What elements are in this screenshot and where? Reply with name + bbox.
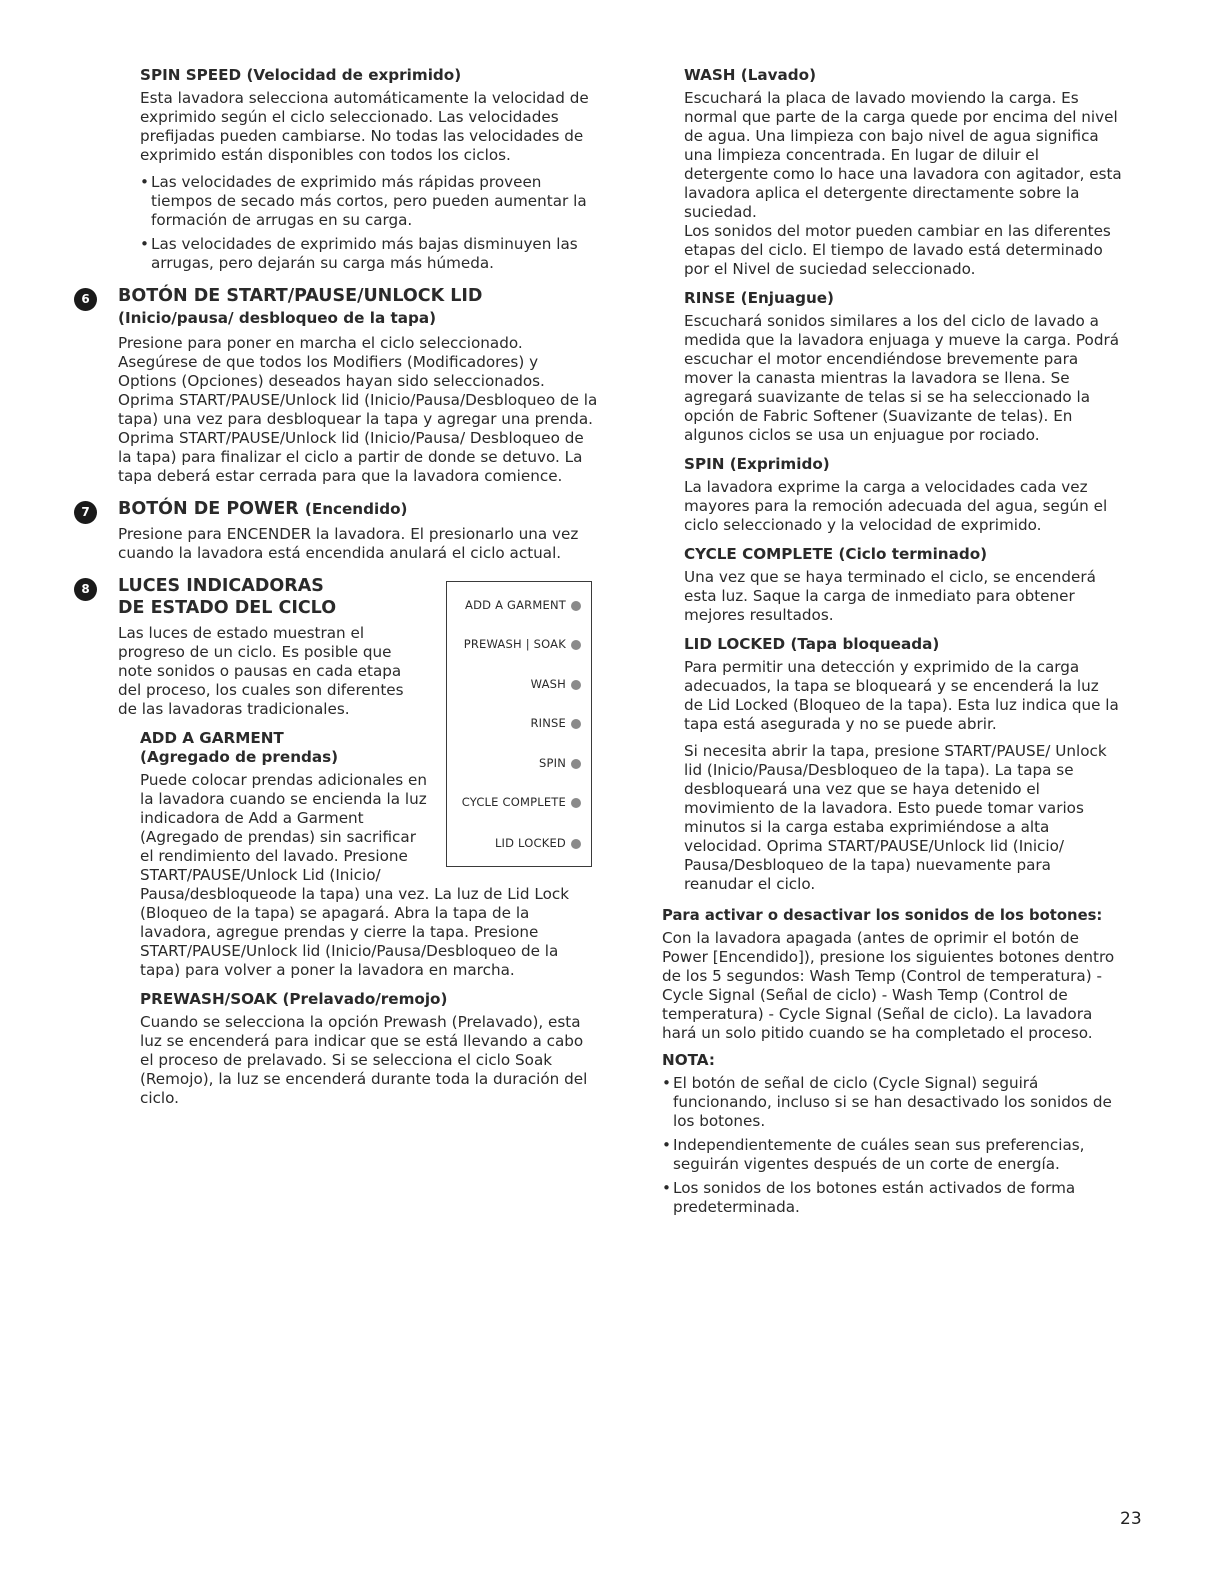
indicator-dot-icon — [571, 719, 581, 729]
status-lights-body: Las luces de estado muestran el progreso de un ciclo. Es posible que note sonidos o pausas en cada etapa del proceso, los cuales son diferentes de las lavadoras tradicionales. — [118, 624, 404, 718]
start-pause-body: Presione para poner en marcha el ciclo seleccionado. Asegúrese de que todos los Modifiers (Modificadores) y Options (Opciones) deseados hayan sido seleccionados. Oprima START/PAUSE/Unlock lid (Inicio/Pausa/Desbloqueo de la tapa) una vez para desbloquear la tapa y agregar una prenda. Oprima START/PAUSE/Unlock lid (Inicio/Pausa/ Desbloqueo de la tapa) para finalizar el ciclo a partir de donde se detuvo. La tapa deberá estar cerrada para que la lavadora comience. — [118, 334, 598, 485]
add-garment-body-wide: Pausa/desbloqueode la tapa) una vez. La luz de Lid Lock (Bloqueo de la tapa) se apagará. Abra la tapa de la lavadora, agregue prendas y cierre la tapa. Presione START/PAUSE/Unlock lid (Inicio/Pausa/Desbloqueo de la tapa) para volver a poner la lavadora en marcha. — [140, 885, 570, 979]
start-pause-title: BOTÓN DE START/PAUSE/UNLOCK LID (Inicio/pausa/ desbloqueo de la tapa) — [118, 286, 483, 327]
spin-body: La lavadora exprime la carga a velocidades cada vez mayores para la remoción adecuada del agua, según el ciclo seleccionado y la velocidad de exprimido. — [684, 478, 1108, 534]
prewash-body: Cuando se selecciona la opción Prewash (Prelavado), esta luz se encenderá para indicar que se está llevando a cabo el proceso de prelavado. Si se selecciona el ciclo Soak (Remojo), la luz se encenderá durante toda la duración del ciclo. — [140, 1013, 588, 1107]
wash-body-1: Escuchará la placa de lavado moviendo la carga. Es normal que parte de la carga quede por encima del nivel de agua. Una limpieza con bajo nivel de agua significa una limpieza concentrada. En lugar de diluir el detergente como lo hace una lavadora con agitador, esta lavadora aplica el detergente directamente sobre la suciedad. — [684, 89, 1122, 221]
number-badge-7: 7 — [74, 501, 97, 524]
cycle-complete-body: Una vez que se haya terminado el ciclo, se encenderá esta luz. Saque la carga de inmediato para obtener mejores resultados. — [684, 568, 1096, 624]
right-column — [662, 66, 1122, 1222]
status-light-wash: WASH — [531, 675, 581, 694]
status-light-prewash-soak: PREWASH | SOAK — [464, 635, 581, 654]
add-garment-heading: ADD A GARMENT (Agregado de prendas) — [140, 729, 339, 766]
prewash-heading: PREWASH/SOAK (Prelavado/remojo) — [140, 990, 448, 1008]
cycle-complete-heading: CYCLE COMPLETE (Ciclo terminado) — [684, 545, 988, 563]
list-item: • Las velocidades de exprimido más rápidas proveen tiempos de secado más cortos, pero pueden aumentar la formación de arrugas en su carga. — [140, 173, 598, 230]
number-badge-6: 6 — [74, 288, 97, 311]
rinse-heading: RINSE (Enjuague) — [684, 289, 834, 307]
power-section — [81, 498, 598, 563]
status-light-cycle-complete: CYCLE COMPLETE — [462, 793, 581, 812]
list-item: • Los sonidos de los botones están activados de forma predeterminada. — [662, 1179, 1122, 1217]
spin-speed-body: Esta lavadora selecciona automáticamente la velocidad de exprimido según el ciclo seleccionado. Las velocidades prefijadas pueden cambiarse. No todas las velocidades de exprimido están disponibles con todos los ciclos. — [140, 89, 589, 164]
power-title: BOTÓN DE POWER (Encendido) — [118, 499, 408, 519]
number-badge-8: 8 — [74, 578, 97, 601]
status-light-lid-locked: LID LOCKED — [495, 834, 581, 853]
indicator-dot-icon — [571, 839, 581, 849]
indicator-dot-icon — [571, 601, 581, 611]
spin-heading: SPIN (Exprimido) — [684, 455, 830, 473]
indicator-dot-icon — [571, 680, 581, 690]
power-body: Presione para ENCENDER la lavadora. El presionarlo una vez cuando la lavadora está encendida anulará el ciclo actual. — [118, 525, 579, 562]
status-light-spin: SPIN — [539, 754, 581, 773]
nota-bullets — [662, 1074, 1122, 1217]
wash-heading: WASH (Lavado) — [684, 66, 817, 84]
spin-speed-section — [118, 66, 598, 273]
list-item: • Las velocidades de exprimido más bajas disminuyen las arrugas, pero dejarán su carga más húmeda. — [140, 235, 598, 273]
indicator-dot-icon — [571, 640, 581, 650]
spin-speed-bullets — [118, 173, 598, 273]
page-number: 23 — [1120, 1509, 1142, 1529]
nota-label: NOTA: — [662, 1051, 715, 1069]
rinse-body: Escuchará sonidos similares a los del ciclo de lavado a medida que la lavadora enjuaga y mueve la carga. Podrá escuchar el motor encendiéndose brevemente para mover la canasta mientras la lavadora se llena. Se agregará suavizante de telas si se ha seleccionado la opción de Fabric Softener (Suavizante de telas). En algunos ciclos se usa un enjuague por rociado. — [684, 312, 1120, 444]
button-sounds-body: Con la lavadora apagada (antes de oprimir el botón de Power [Encendido]), presione los siguientes botones dentro de los 5 segundos: Wash Temp (Control de temperatura) - Cycle Signal (Señal de ciclo) - Wash Temp (Control de temperatura) - Cycle Signal (Señal de ciclo). La lavadora hará un solo pitido cuando se ha completado el proceso. — [662, 929, 1115, 1042]
spin-speed-heading: SPIN SPEED (Velocidad de exprimido) — [140, 66, 462, 84]
status-lights-panel — [446, 581, 592, 867]
indicator-dot-icon — [571, 798, 581, 808]
status-light-rinse: RINSE — [530, 714, 581, 733]
lid-locked-heading: LID LOCKED (Tapa bloqueada) — [684, 635, 940, 653]
status-lights-title: LUCES INDICADORAS DE ESTADO DEL CICLO — [118, 576, 337, 618]
status-lights-section — [81, 575, 598, 1108]
lid-locked-body-2: Si necesita abrir la tapa, presione START/PAUSE/ Unlock lid (Inicio/Pausa/Desbloqueo de la tapa). La tapa se desbloqueará una vez que se haya detenido el movimiento de la lavadora. Esto puede tomar varios minutos si la carga estaba exprimiéndose a alta velocidad. Oprima START/PAUSE/Unlock lid (Inicio/ Pausa/Desbloqueo de la tapa) nuevamente para reanudar el ciclo. — [684, 742, 1107, 893]
list-item: • Independientemente de cuáles sean sus preferencias, seguirán vigentes después de un corte de energía. — [662, 1136, 1122, 1174]
left-column — [81, 66, 598, 1116]
lid-locked-body-1: Para permitir una detección y exprimido de la carga adecuados, la tapa se bloqueará y se encenderá la luz de Lid Locked (Bloqueo de la tapa). Esta luz indica que la tapa está asegurada y no se puede abrir. — [684, 658, 1119, 733]
add-garment-body-narrow: Puede colocar prendas adicionales en la lavadora cuando se encienda la luz indicadora de Add a Garment (Agregado de prendas) sin sacrificar el rendimiento del lavado. Presione START/PAUSE/Unlock Lid (Inicio/ — [140, 771, 427, 884]
button-sounds-heading: Para activar o desactivar los sonidos de los botones: — [662, 907, 1103, 924]
list-item: • El botón de señal de ciclo (Cycle Signal) seguirá funcionando, incluso si se han desactivado los sonidos de los botones. — [662, 1074, 1122, 1131]
start-pause-section — [81, 285, 598, 486]
wash-body-2: Los sonidos del motor pueden cambiar en las diferentes etapas del ciclo. El tiempo de lavado está determinado por el Nivel de suciedad seleccionado. — [684, 222, 1111, 278]
indicator-dot-icon — [571, 759, 581, 769]
status-light-add-garment: ADD A GARMENT — [465, 596, 581, 615]
